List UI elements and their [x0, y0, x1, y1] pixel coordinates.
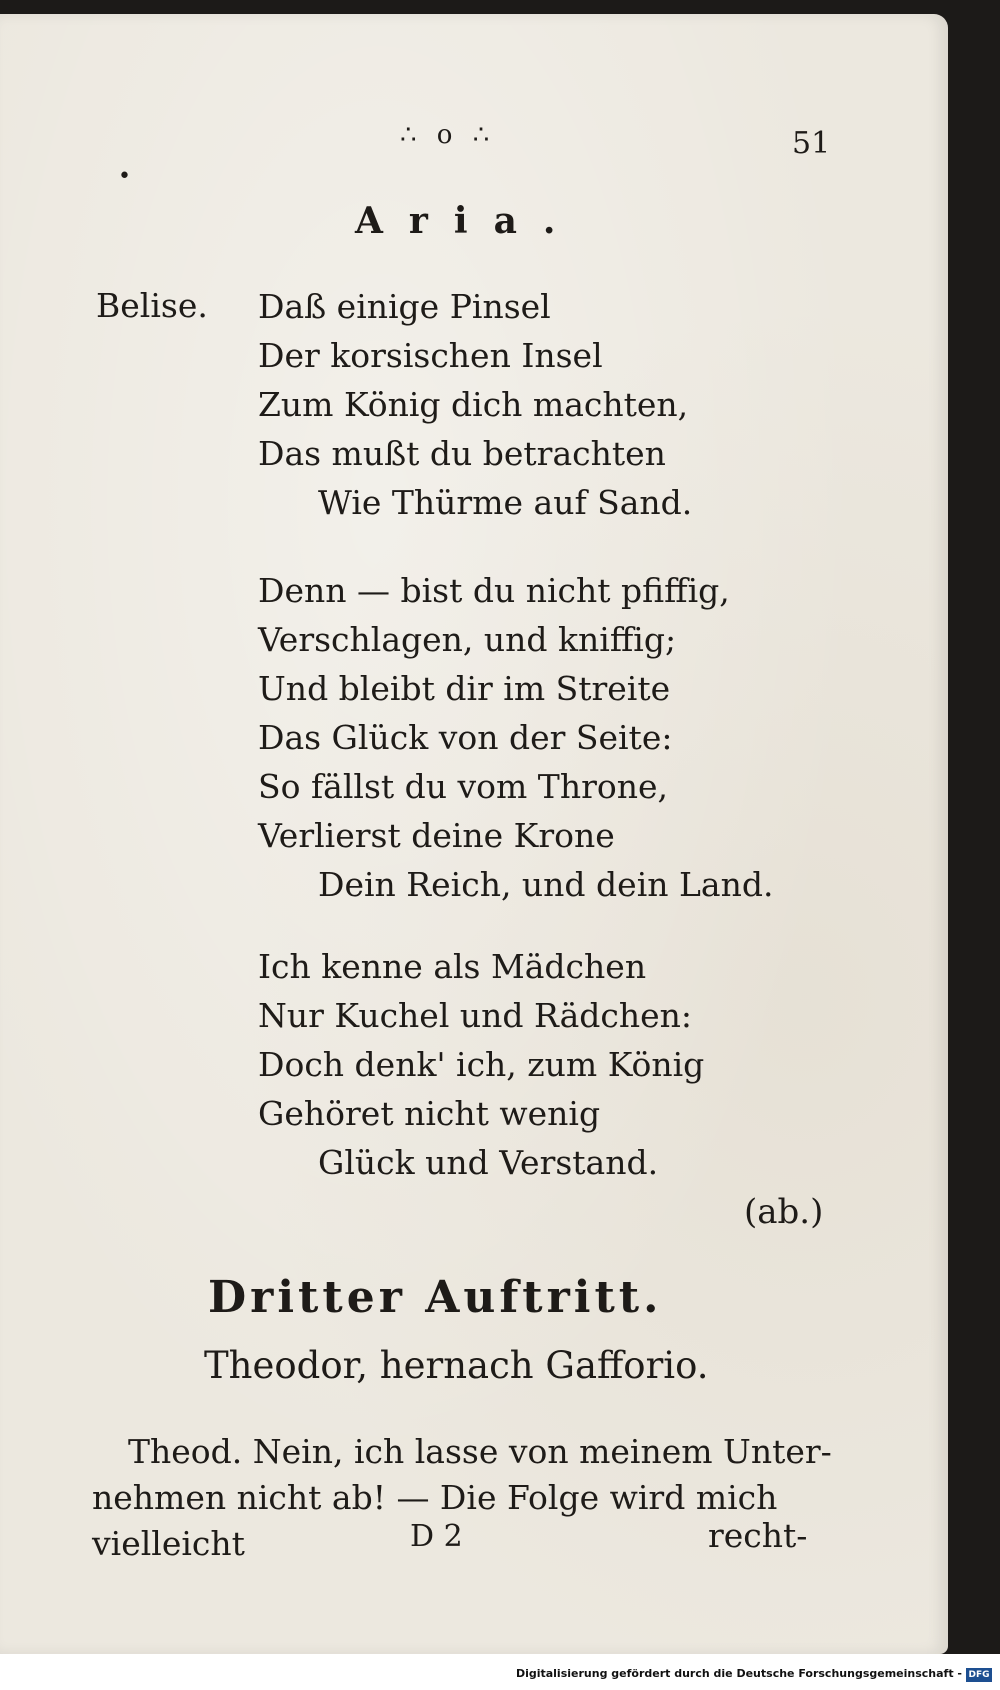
verse-line: Der korsischen Insel — [258, 336, 603, 375]
book-page — [0, 14, 948, 1654]
signature-mark: D 2 — [410, 1519, 463, 1554]
verse-line: Ich kenne als Mädchen — [258, 947, 647, 986]
prose-line: nehmen nicht ab! — Die Folge wird mich vielleicht — [92, 1478, 778, 1563]
verse-line: Und bleibt dir im Streite — [258, 669, 671, 708]
verse-line: Glück und Verstand. — [318, 1143, 659, 1182]
catchword: recht- — [708, 1516, 808, 1555]
verse-line: Zum König dich machten, — [258, 385, 689, 424]
credit-text: Digitalisierung gefördert durch die Deutsche Forschungsgemeinschaft - — [515, 1667, 962, 1680]
prose-line: Theod. Nein, ich lasse von meinem Unter- — [128, 1432, 832, 1471]
verse-line: Verlierst deine Krone — [258, 816, 615, 855]
verse-line: So fällst du vom Throne, — [258, 767, 668, 806]
dfg-logo: DFG — [966, 1668, 992, 1682]
scene-title: Dritter Auftritt. — [208, 1272, 663, 1323]
scene-persons: Theodor, hernach Gafforio. — [204, 1344, 709, 1387]
credit-bar — [0, 1654, 1000, 1690]
ink-mark: • — [118, 164, 131, 189]
verse-stanza — [258, 566, 773, 909]
verse-line: Gehöret nicht wenig — [258, 1094, 601, 1133]
verse-stanza — [258, 282, 692, 527]
verse-line: Daß einige Pinsel — [258, 287, 551, 326]
speaker-name: Belise. — [96, 286, 208, 325]
verse-stanza — [258, 942, 704, 1187]
verse-line: Nur Kuchel und Rädchen: — [258, 996, 693, 1035]
aria-title: Aria. — [355, 200, 582, 242]
verse-line: Verschlagen, und kniffig; — [258, 620, 677, 659]
verse-line: Das Glück von der Seite: — [258, 718, 673, 757]
verse-line: Das mußt du betrachten — [258, 434, 666, 473]
stage-direction: (ab.) — [744, 1192, 824, 1232]
header-ornament: ∴ o ∴ — [400, 120, 496, 150]
page-number: 51 — [792, 126, 831, 161]
verse-line: Wie Thürme auf Sand. — [318, 483, 693, 522]
verse-line: Dein Reich, und dein Land. — [318, 865, 774, 904]
verse-line: Doch denk' ich, zum König — [258, 1045, 705, 1084]
verse-line: Denn — bist du nicht pfiffig, — [258, 571, 730, 610]
